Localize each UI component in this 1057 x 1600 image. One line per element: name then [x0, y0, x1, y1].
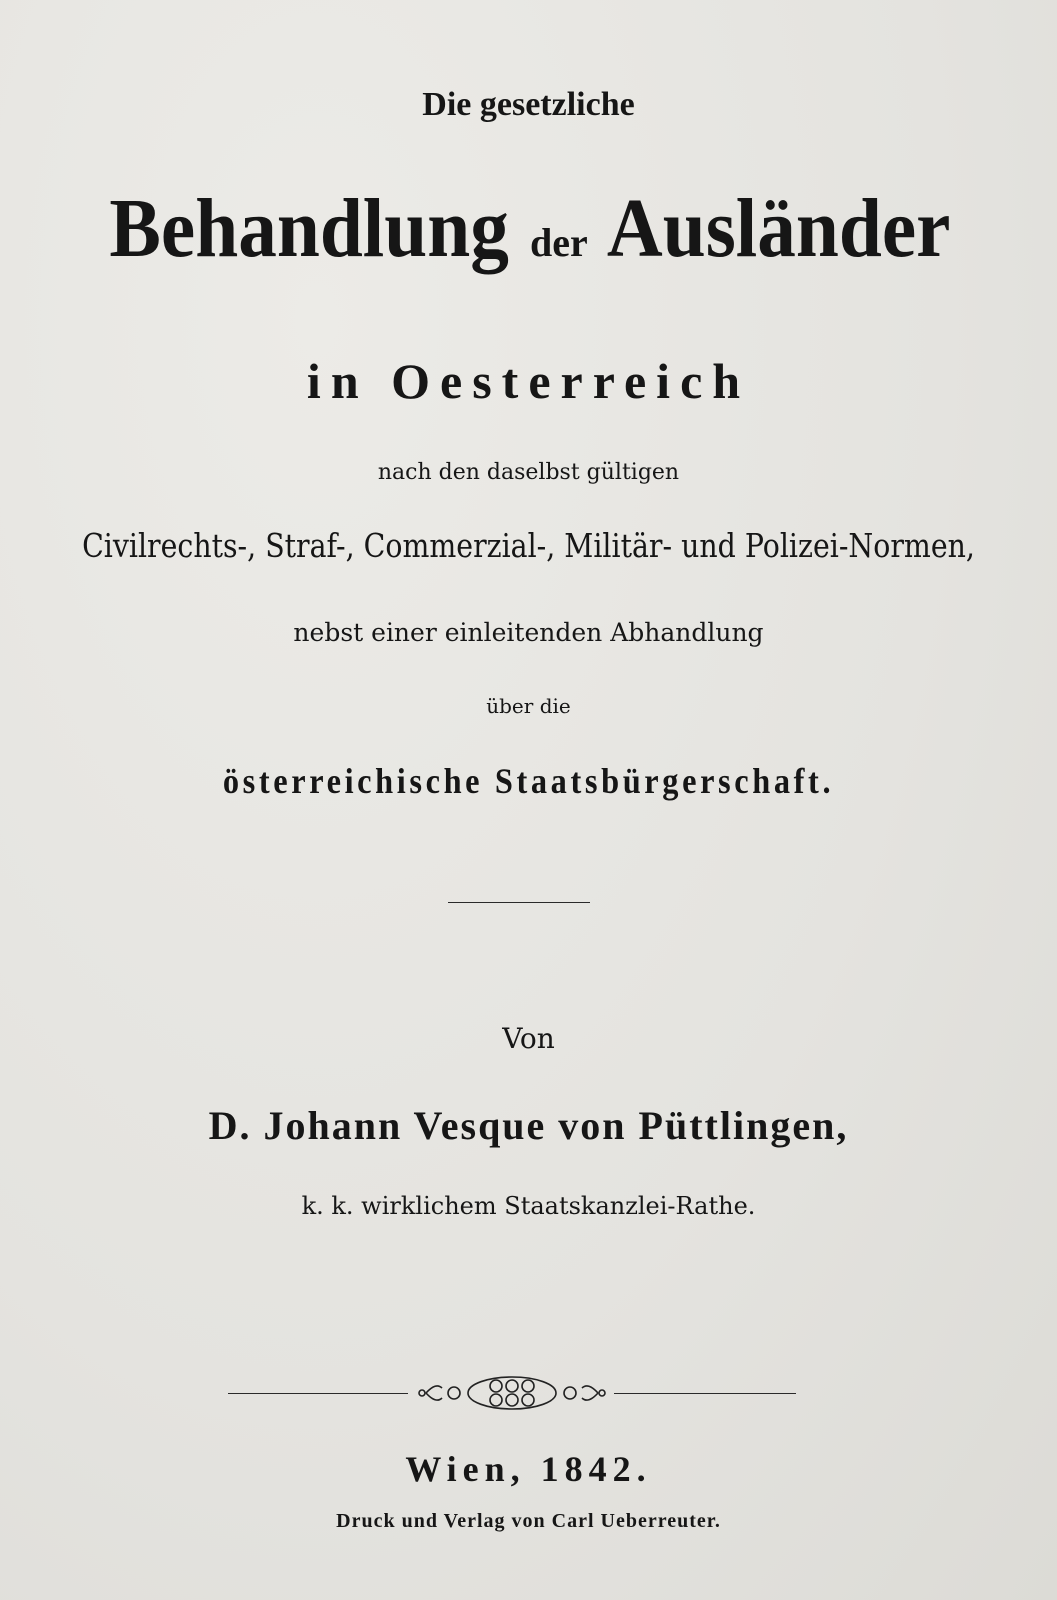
text-about: über die — [486, 694, 571, 718]
text-citizenship: österreichische Staatsbürgerschaft. — [222, 761, 835, 801]
title-country: in Oesterreich — [306, 353, 751, 409]
divider-short — [448, 902, 590, 903]
subtitle-top: Die gesetzliche — [422, 86, 635, 123]
text-norms: Civilrechts-, Straf-, Commerzial-, Militär- und Polizei-Normen, — [82, 526, 975, 565]
text-according: nach den daselbst gültigen — [377, 460, 680, 485]
main-title — [0, 180, 1057, 277]
main-title-word-2: der — [530, 220, 588, 265]
text-by: Von — [502, 1022, 555, 1055]
ornament-icon — [412, 1374, 612, 1414]
divider-left — [228, 1393, 408, 1394]
publisher: Druck und Verlag von Carl Ueberreuter. — [336, 1510, 721, 1532]
main-title-word-1: Behandlung — [109, 182, 509, 275]
place-year: Wien, 1842. — [405, 1449, 652, 1489]
divider-right — [614, 1393, 796, 1394]
author-title: k. k. wirklichem Staatskanzlei-Rathe. — [301, 1192, 756, 1220]
main-title-word-3: Ausländer — [606, 182, 951, 275]
text-treatise: nebst einer einleitenden Abhandlung — [293, 618, 764, 647]
author-name: D. Johann Vesque von Püttlingen, — [208, 1103, 849, 1148]
